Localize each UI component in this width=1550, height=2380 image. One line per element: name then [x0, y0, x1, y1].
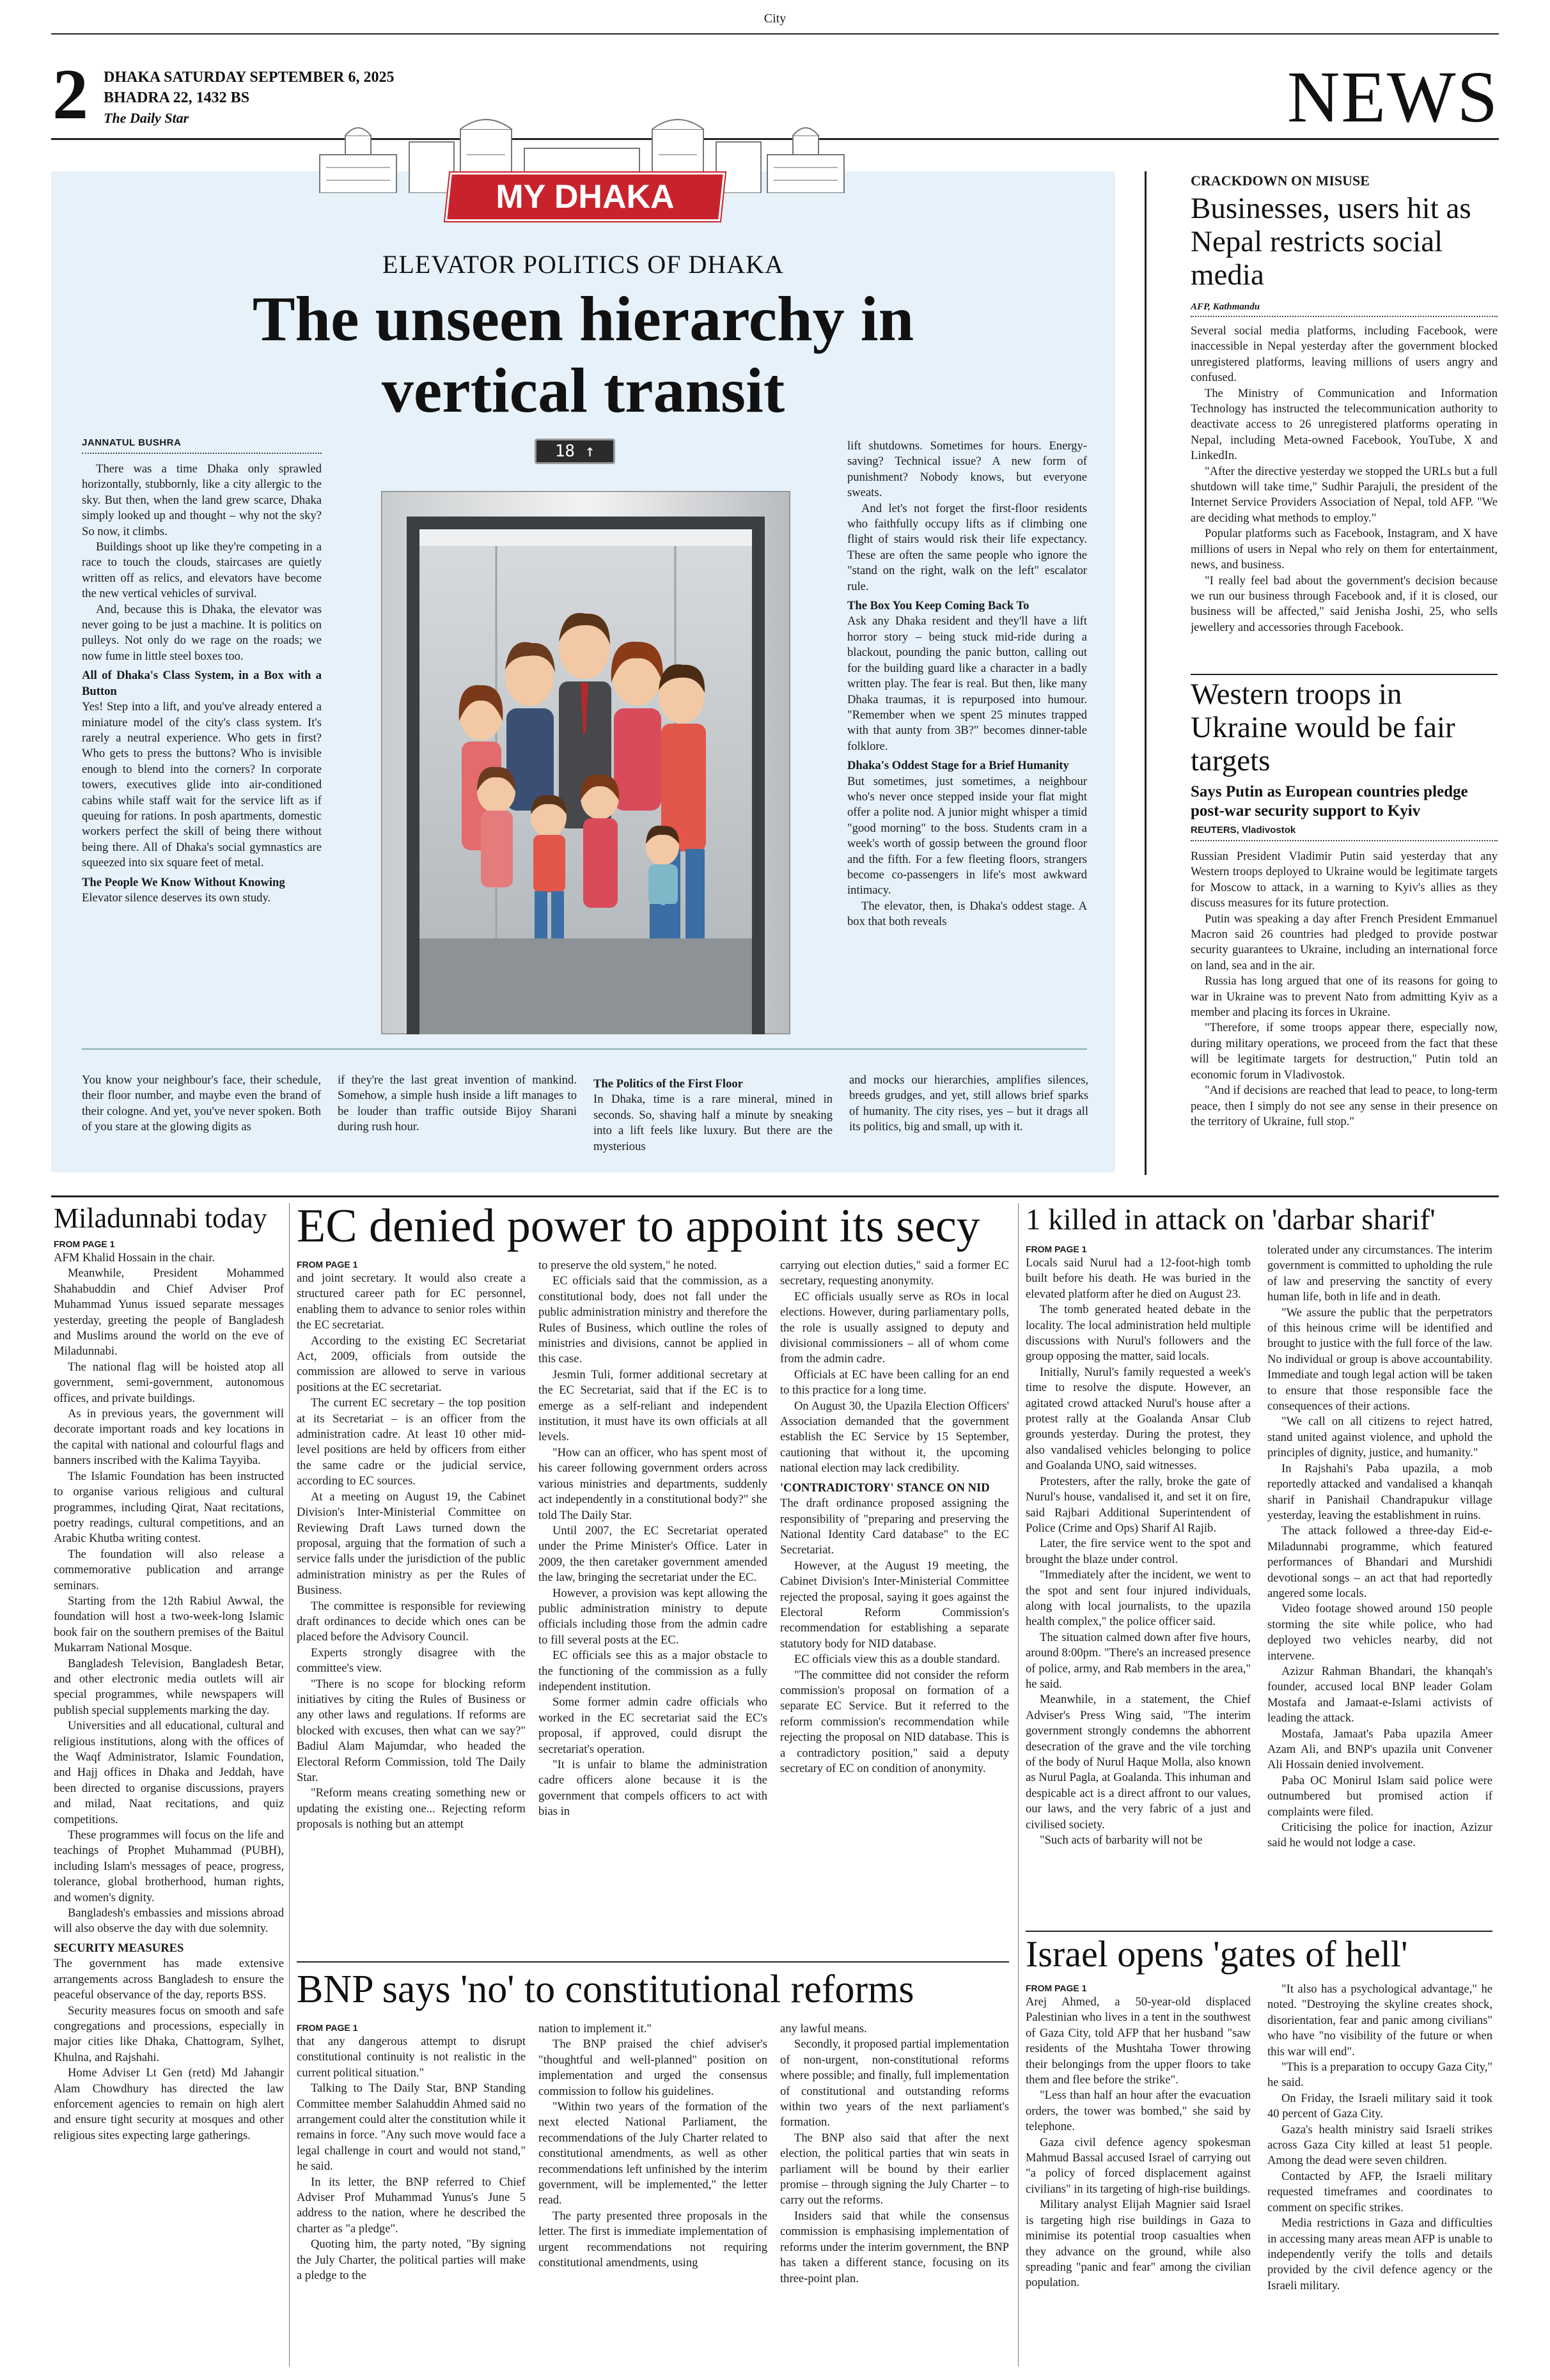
paragraph: The foundation will also release a commemorative publication and arrange seminars.	[54, 1547, 284, 1592]
paragraph: EC officials said that the commission, as a constitutional body, does not fall under the public administration ministry and therefore the Rules of Business, which outline the roles of ministries and divisions, cannot be applied in this case.	[538, 1274, 767, 1366]
paragraph: In its letter, the BNP referred to Chief Adviser Prof Muhammad Yunus's June 5 address to the nation, where he described the charter as "a pledge".	[297, 2175, 526, 2236]
miladunnabi-body	[54, 1238, 284, 2369]
paragraph: Gaza civil defence agency spokesman Mahmud Bassal accused Israel of carrying out "a policy of forced displacement against civilians" in its targeting of high-rise buildings.	[1026, 2135, 1251, 2196]
paragraph: and joint secretary. It would also create a structured career path for EC personnel, enabling them to advance to senior roles within the EC secretariat.	[297, 1272, 526, 1332]
nepal-body	[1191, 323, 1498, 674]
paragraph: The tomb generated heated debate in the locality. The local administration held multiple discussions with Nurul's followers and the group opposing the matter, said locals.	[1026, 1303, 1251, 1364]
ukraine-body	[1191, 849, 1498, 1175]
paragraph: Quoting him, the party noted, "By signing the July Charter, the political parties will make a pledge to the	[297, 2237, 526, 2283]
paragraph: Mostafa, Jamaat's Paba upazila Ameer Azam Ali, and BNP's upazila unit Convener Ali Hossain denied involvement.	[1267, 1727, 1492, 1772]
subheading: 'CONTRADICTORY' STANCE ON NID	[780, 1481, 990, 1495]
paragraph: EC officials view this as a double standard.	[794, 1653, 1000, 1667]
paragraph: "We call on all citizens to reject hatred, stand united against violence, and uphold the principles of dignity, justice, and humanity."	[1267, 1415, 1492, 1460]
paragraph: The national flag will be hoisted atop all government, semi-government, autonomous offices, and private buildings.	[54, 1360, 284, 1405]
paragraph: "This is a preparation to occupy Gaza City," he said.	[1267, 2060, 1492, 2090]
paragraph: Elevator silence deserves its own study.	[82, 891, 271, 905]
paragraph: There was a time Dhaka only sprawled horizontally, stubbornly, like a city allergic to the sky. But then, when the land grew scarce, Dhaka simply looked up and thought – why not the sky? So now, it climbs.	[82, 462, 322, 538]
paragraph: Yes! Step into a lift, and you've already entered a miniature model of the city's class system. It's rarely a neutral experience. Who gets in first? Who gets to press the buttons? Who is invisible enough to blend into the corners? In corporate towers, executives glide into air-conditioned cabins while staff wait for the service lift as if queuing for rations. In posh apartments, domestic workers perfect the skill of being there without being there. All of Dhaka's social gymnastics are squeezed into six square feet of metal.	[82, 700, 322, 870]
paragraph: The Islamic Foundation has been instructed to organise various religious and cultural programmes, including Qirat, Naat recitations, poetry readings, cultural competitions, and an Arabic Khutba writing contest.	[54, 1469, 284, 1546]
israel-col-1	[1026, 1982, 1251, 2370]
bnp-col-3	[780, 2021, 1009, 2370]
paragraph: Locals said Nurul had a 12-foot-high tomb built before his death. He was buried in the elevated platform after he died on August 23.	[1026, 1256, 1251, 1301]
bnp-col-1	[297, 2021, 526, 2370]
paragraph: Popular platforms such as Facebook, Instagram, and X have millions of users in Nepal who rely on them for entertainment, news, and business.	[1191, 527, 1498, 572]
fold-rule	[51, 1195, 1499, 1197]
paragraph: Secondly, it proposed partial implementation of non-urgent, non-constitutional reforms where possible; and finally, full implementation of constitutional and outstanding reforms within two years of the next parliament's formation.	[780, 2037, 1009, 2129]
ec-col-3	[780, 1258, 1009, 1955]
paragraph: Protesters, after the rally, broke the gate of Nurul's house, vandalised it, and set it on fire, said Rajbari Additional Superintendent of Police (Crime and Ops) Sharif Al Rajib.	[1026, 1474, 1251, 1535]
from-page-label: FROM PAGE 1	[54, 1239, 115, 1249]
paragraph: "It is unfair to blame the administration cadre officers alone because it is the government that compels officers to act with bias in	[538, 1758, 767, 1819]
paragraph: Some former admin cadre officials who worked in the EC secretariat said the EC's proposal, if approved, could disrupt the secretariat's operation.	[538, 1695, 767, 1756]
paragraph: On Friday, the Israeli military said it took 40 percent of Gaza City.	[1267, 2091, 1492, 2121]
paragraph: carrying out election duties," said a former EC secretary, requesting anonymity.	[780, 1259, 1009, 1288]
nepal-kicker: CRACKDOWN ON MISUSE	[1191, 173, 1370, 189]
elevator-illustration	[381, 491, 790, 1034]
page-number: 2	[52, 55, 88, 134]
top-rule	[51, 33, 1499, 35]
nepal-dateline: AFP, Kathmandu	[1191, 302, 1260, 312]
paragraph: Meanwhile, in a statement, the Chief Adviser's Press Wing said, "The interim government strongly condemns the abhorrent desecration of the grave and the vile torching of the body of Nurul Haque Molla, also known as Nurul Pagla, at Goalanda. This inhuman and despicable act is a direct affront to our values, our laws, and the very fabric of a just and civilised society.	[1026, 1693, 1251, 1832]
paragraph: Russia has long argued that one of its reasons for going to war in Ukraine was to prevent Nato from admitting Kyiv as a member and placing its forces in Ukraine.	[1191, 974, 1498, 1020]
paragraph: Gaza's health ministry said Israeli strikes across Gaza City killed at least 51 people. Among the dead were seven children.	[1267, 2122, 1492, 2168]
paragraph: However, at the August 19 meeting, the Cabinet Division's Inter-Ministerial Committee rejected the proposal, saying it goes against the Electoral Reform Commission's recommendation for establishing a separate statutory body for NID database.	[780, 1559, 1009, 1651]
israel-col-2	[1267, 1982, 1492, 2370]
paragraph: Home Adviser Lt Gen (retd) Md Jahangir Alam Chowdhury has directed the law enforcement agencies to remain on high alert and ensure tight security at mosques and other religious sites expecting large gatherings.	[54, 2066, 284, 2142]
paragraph: Russian President Vladimir Putin said yesterday that any Western troops deployed to Ukraine would be legitimate targets for Moscow to attack, in a warning to Kyiv's allies as they discuss measures for its future protection.	[1191, 850, 1498, 910]
israel-headline: Israel opens 'gates of hell'	[1026, 1933, 1408, 1975]
paragraph: Putin was speaking a day after French President Emmanuel Macron said 26 countries had pledged to provide postwar security guarantees to Ukraine, including an international force on land, sea and in the air.	[1191, 912, 1498, 972]
feature-bottom-3	[593, 1073, 833, 1169]
paragraph: However, a provision was kept allowing the public administration ministry to depute officials including those from the admin cadre to fill several posts at the EC.	[538, 1586, 767, 1647]
paragraph: "Therefore, if some troops appear there, especially now, during military operations, we proceed from the fact that these will be legitimate targets for destruction," Putin told an economic forum in Vladivostok.	[1191, 1021, 1498, 1082]
sidebar-mid-rule	[1191, 674, 1498, 675]
paragraph: The BNP also said that after the next election, the political parties that win seats in parliament will be bound by their earlier promise – through signing the July Charter – to carry out the reforms.	[780, 2131, 1009, 2207]
paragraph: lift shutdowns. Sometimes for hours. Energy-saving? Technical issue? A new form of punishment? Nobody knows, but everyone sweats.	[847, 439, 1087, 500]
paragraph: Bangladesh Television, Bangladesh Betar, and other electronic media outlets will air special programmes, while newspapers will publish special supplements marking the day.	[54, 1656, 284, 1717]
paragraph: "The committee did not consider the reform commission's proposal on formation of a separate EC Service. But it referred to the reform commission's recommendation while rejecting the proposal on NID database. This is a contradictory position," said a deputy secretary of EC on condition of anonymity.	[780, 1668, 1009, 1775]
paragraph: AFM Khalid Hossain in the chair.	[54, 1251, 215, 1264]
paragraph: The attack followed a three-day Eid-e-Miladunnabi programme, which featured performances of Bhandari and Murshidi devotional songs – an act that had reportedly angered some locals.	[1267, 1524, 1492, 1600]
paragraph: According to the existing EC Secretariat Act, 2009, officials from outside the commission are allowed to serve in various positions at the EC secretariat.	[297, 1334, 526, 1394]
paragraph: And let's not forget the first-floor residents who faithfully occupy lifts as if climbing one flight of stairs would risk their life expectancy. These are often the same people who ignore the "stand on the right, walk on the left" escalator rule.	[847, 501, 1087, 593]
feature-byline: JANNATUL BUSHRA	[82, 437, 182, 448]
ukraine-dateline: REUTERS, Vladivostok	[1191, 825, 1296, 836]
paragraph: Insiders said that while the consensus commission is emphasising implementation of reforms under the interim government, the BNP has taken a different stance, focusing on its three-point plan.	[780, 2209, 1009, 2285]
from-page-label: FROM PAGE 1	[297, 1259, 358, 1270]
paragraph: In Rajshahi's Paba upazila, a mob reportedly attacked and vandalised a khanqah sharif in Panishail Chandrapukur village yesterday, leaving the establishment in ruins.	[1267, 1461, 1492, 1522]
paragraph: Media restrictions in Gaza and difficulties in accessing many areas mean AFP is unable to independently verify the tolls and details provided by the civil defence agency or the Israeli military.	[1267, 2216, 1492, 2292]
bnp-headline: BNP says 'no' to constitutional reforms	[297, 1968, 914, 2011]
paragraph: At a meeting on August 19, the Cabinet Division's Inter-Ministerial Committee on Reviewing Draft Laws turned down the proposal, arguing that the formation of such a service falls under the jurisdiction of the public administration ministry as per the Rules of Business.	[297, 1489, 526, 1598]
paragraph: But sometimes, just sometimes, a neighbour who's never once stepped inside your flat might offer a polite nod. A junior might whisper a timid "good morning" to the boss. Students cram in a week's worth of gossip between the ground floor and the fifth. For a few fleeting floors, strangers become co-passengers in life's most awkward intimacy.	[847, 774, 1087, 898]
feature-bottom-rule	[82, 1048, 1087, 1050]
paragraph: "After the directive yesterday we stopped the URLs but a full shutdown will take time," Sudhir Parajuli, the president of the Internet Service Providers Association of Nepal, told AFP. "We are deciding what methods to employ."	[1191, 464, 1498, 525]
paragraph: tolerated under any circumstances. The interim government is committed to upholding the rule of law and preserving the sanctity of every human life, both in life and in death.	[1267, 1243, 1492, 1304]
paragraph: Ask any Dhaka resident and they'll have a lift horror story – being stuck mid-ride during a blackout, pounding the panic button, calling out for the building guard like a character in a badly written play. The fear is real. But then, like many Dhaka traumas, it is repurposed into humour. "Remember when we spent 25 minutes trapped with that aunty from 3B?" becomes dinner-table folklore.	[847, 614, 1087, 753]
ec-col-1	[297, 1258, 526, 1955]
section-tag: City	[763, 12, 787, 26]
feature-kicker: ELEVATOR POLITICS OF DHAKA	[382, 250, 784, 279]
paragraph: The elevator, then, is Dhaka's oddest stage. A box that both reveals	[847, 899, 1087, 929]
paragraph: Officials at EC have been calling for an end to this practice for a long time.	[780, 1367, 1009, 1397]
paragraph: Bangladesh's embassies and missions abroad will also observe the day with due solemnity.	[54, 1906, 284, 1936]
paragraph: These programmes will focus on the life and teachings of Prophet Muhammad (PUBH), including Islam's messages of peace, progress, tolerance, global brotherhood, human rights, and women's dignity.	[54, 1828, 284, 1904]
paragraph: The current EC secretary – the top position at its Secretariat – is an officer from the administration cadre. At least 10 other mid-level positions are held by officers from either the same cadre or the judicial service, according to EC sources.	[297, 1396, 526, 1488]
subheading: SECURITY MEASURES	[54, 1941, 184, 1955]
feature-bottom-4	[849, 1073, 1088, 1169]
paragraph: "Immediately after the incident, we went to the spot and sent four injured individuals, along with local journalists, to the upazila health complex," the police officer said.	[1026, 1568, 1251, 1629]
paragraph: Paba OC Monirul Islam said police were outnumbered but promised action if complaints were filed.	[1267, 1773, 1492, 1819]
paragraph: Starting from the 12th Rabiul Awwal, the foundation will host a two-week-long Islamic book fair on the southern premises of the Baitul Mukarram National Mosque.	[54, 1594, 284, 1655]
paragraph: Contacted by AFP, the Israeli military requested timeframes and coordinates to comment on specific strikes.	[1267, 2169, 1492, 2214]
paper-logo: The Daily Star	[104, 110, 189, 126]
paragraph: Video footage showed around 150 people storming the site while police, who had deployed two vehicles nearby, did not intervene.	[1267, 1602, 1492, 1663]
paragraph: EC officials usually serve as ROs in local elections. However, during parliamentary polls, the role is usually assigned to deputy and divisional commissioners – all of whom come from the admin cadre.	[780, 1289, 1009, 1366]
paragraph: The party presented three proposals in the letter. The first is immediate implementation of urgent recommendations not requiring constitutional amendments, using	[538, 2209, 767, 2270]
paragraph: Buildings shoot up like they're competing in a race to touch the clouds, staircases are quietly written off as relics, and elevators have become the new vertical vehicles of survival.	[82, 540, 322, 601]
subheading: All of Dhaka's Class System, in a Box with a Button	[82, 669, 322, 698]
paragraph: Azizur Rahman Bhandari, the khanqah's founder, accused local BNP leader Golam Mostafa and Jamaat-e-Islami activists of leading the attack.	[1267, 1664, 1492, 1725]
paragraph: "Within two years of the formation of the next elected National Parliament, the recommendations of the July Charter related to constitutional amendments, as well as other recommendations left unfinished by the interim government, will be implemented," the letter read.	[538, 2100, 767, 2207]
paragraph: Later, the fire service went to the spot and brought the blaze under control.	[1026, 1537, 1251, 1566]
paragraph: if they're the last great invention of mankind. Somehow, a simple hush inside a lift manages to be louder than traffic outside Bijoy Sharani during rush hour.	[338, 1073, 577, 1134]
paragraph: In Dhaka, time is a rare mineral, mined in seconds. So, shaving half a minute by sneaking into a lift feels like luxury. But there are the mysterious	[593, 1093, 833, 1153]
paragraph: EC officials see this as a major obstacle to the functioning of the commission as a fully independent institution.	[538, 1649, 767, 1693]
paragraph: "Reform means creating something new or updating the existing one... Rejecting reform proposals is nothing but an attempt	[297, 1786, 526, 1832]
ec-headline: EC denied power to appoint its secy	[297, 1200, 980, 1252]
paragraph: And, because this is Dhaka, the elevator was never going to be just a machine. It is politics on pulleys. Not only do we rage on the roads; we now fume in little steel boxes too.	[82, 602, 322, 663]
bnp-col-2	[538, 2021, 767, 2370]
paragraph: Military analyst Elijah Magnier said Israel is targeting high rise buildings in Gaza to minimise its potential troop casualties when they advance on the ground, while also spreading "panic and fear" among the civilian population.	[1026, 2198, 1251, 2290]
paragraph: Several social media platforms, including Facebook, were inaccessible in Nepal yesterday after the government blocked unregistered platforms, leaving millions of users angry and confused.	[1191, 324, 1498, 385]
paragraph: Arej Ahmed, a 50-year-old displaced Palestinian who lives in a tent in the southwest of Gaza City, told AFP that her husband "saw residents of the Mushtaha Tower throwing their belongings from the upper floors to take them and flee before the strike".	[1026, 1995, 1251, 2087]
darbar-headline: 1 killed in attack on 'darbar sharif'	[1026, 1203, 1436, 1236]
ukraine-headline: Western troops in Ukraine would be fair targets	[1191, 678, 1455, 777]
paragraph: "It also has a psychological advantage," he noted. "Destroying the skyline creates shock, disorientation, fear and panic among civilians" who have "no visibility of the future or when this war will end".	[1267, 1982, 1492, 2058]
date-line: DHAKA SATURDAY SEPTEMBER 6, 2025	[104, 69, 395, 86]
miladunnabi-headline: Miladunnabi today	[54, 1202, 267, 1234]
paragraph: The BNP praised the chief adviser's "thoughtful and well-planned" position on implementation and urged the consensus commission to follow his guidelines.	[538, 2037, 767, 2098]
paragraph: nation to implement it."	[538, 2022, 652, 2035]
paragraph: As in previous years, the government will decorate important roads and key locations in the capital with national and colourful flags and banners inscribed with the Kalima Tayyiba.	[54, 1407, 284, 1468]
feature-bottom-1	[82, 1073, 321, 1169]
paragraph: The government has made extensive arrangements across Bangladesh to ensure the peaceful observance of the day, reports BSS.	[54, 1957, 284, 2002]
paragraph: that any dangerous attempt to disrupt constitutional continuity is not realistic in the current political situation."	[297, 2035, 526, 2080]
paragraph: "I really feel bad about the government's decision because we run our business through Facebook and, if it is closed, our business will be affected," said Jenisha Joshi, 25, who sells jewellery and accessories through Facebook.	[1191, 573, 1498, 634]
my-dhaka-label: MY DHAKA	[496, 178, 675, 215]
from-page-label: FROM PAGE 1	[1026, 1244, 1087, 1254]
paragraph: Initially, Nurul's family requested a week's time to resolve the dispute. However, an agitated crowd attacked Nurul's house after a protest rally at the Goalanda Ansar Club grounds yesterday. During the protest, they also vandalised vehicles belonging to police and Goalanda UNO, said witnesses.	[1026, 1365, 1251, 1473]
subheading: Dhaka's Oddest Stage for a Brief Humanity	[847, 759, 1069, 773]
darbar-col-2	[1267, 1243, 1492, 1927]
feature-col-1	[82, 462, 322, 1011]
paragraph: The situation calmed down after five hours, around 8:00pm. "There's an increased presence of police, army, and Rab members in the area," he said.	[1026, 1630, 1251, 1691]
ukraine-subhead: Says Putin as European countries pledge post-war security support to Kyiv	[1191, 783, 1468, 820]
floor-number: 18	[554, 442, 575, 461]
paragraph: "We assure the public that the perpetrators of this heinous crime will be identified and brought to justice with the full force of the law. No individual or group is above accountability. Immediate and tough legal action will be taken to ensure that those responsible face the consequences of their actions.	[1267, 1305, 1492, 1413]
paragraph: On August 30, the Upazila Election Officers' Association demanded that the government establish the EC Service by 15 September, cautioning that without it, the upcoming national election may lack credibility.	[780, 1399, 1009, 1475]
paragraph: Experts strongly disagree with the committee's view.	[297, 1645, 526, 1676]
feature-col-3	[847, 439, 1087, 1020]
paragraph: The committee is responsible for reviewing draft ordinances to decide which ones can be placed before the Advisory Council.	[297, 1599, 526, 1644]
paragraph: The Ministry of Communication and Information Technology has instructed the telecommunication authority to deactivate access to 26 unregistered platforms operating in Nepal, including Meta-owned Facebook, YouTube, X and LinkedIn.	[1191, 386, 1498, 463]
paragraph: Criticising the police for inaction, Azizur said he would not lodge a case.	[1267, 1821, 1492, 1850]
darbar-col-1	[1026, 1243, 1251, 1927]
paragraph: Talking to The Daily Star, BNP Standing Committee member Salahuddin Ahmed said no arrangement could alter the constitution while it remains in force. "Any such move would face a legal challenge in court and would not stand," he said.	[297, 2081, 526, 2174]
paragraph: You know your neighbour's face, their schedule, their floor number, and maybe even the brand of their cologne. And yet, you've never spoken. Both of you stare at the glowing digits as	[82, 1073, 321, 1134]
subheading: The Box You Keep Coming Back To	[847, 599, 1029, 613]
from-page-label: FROM PAGE 1	[1026, 1983, 1087, 1993]
floor-display	[535, 439, 615, 464]
paragraph: to preserve the old system," he noted.	[538, 1259, 717, 1272]
from-page-label: FROM PAGE 1	[297, 2023, 358, 2033]
paragraph: Security measures focus on smooth and safe congregations and processions, especially in major cities like Dhaka, Chattogram, Sylhet, Khulna, and Rajshahi.	[54, 2003, 284, 2064]
paragraph: Universities and all educational, cultural and religious institutions, along with the offices of the Waqf Administrator, Islamic Foundation, and Hajj offices in Dhaka and Jeddah, have been directed to organise discussions, prayers and milad, Naat recitations, and quiz competitions.	[54, 1719, 284, 1826]
subheading: The Politics of the First Floor	[593, 1077, 743, 1091]
subheading: The People We Know Without Knowing	[82, 875, 285, 889]
paragraph: The draft ordinance proposed assigning the responsibility of "preparing and preserving the National Identity Card database" to the EC Secretariat.	[780, 1497, 1009, 1557]
ec-col-2	[538, 1258, 767, 1955]
up-arrow-icon: ↑	[575, 442, 595, 461]
paragraph: "And if decisions are reached that lead to peace, to long-term peace, then I simply do not see any sense in their presence on the territory of Ukraine, full stop."	[1191, 1084, 1498, 1128]
feature-headline-2: vertical transit	[381, 355, 785, 426]
nepal-headline: Businesses, users hit as Nepal restricts social media	[1191, 192, 1471, 292]
paragraph: Until 2007, the EC Secretariat operated under the Prime Minister's Office. Later in 2009, the then caretaker government amended the law, bringing the secretariat under the EC.	[538, 1523, 767, 1585]
feature-headline-1: The unseen hierarchy in	[252, 283, 914, 354]
paragraph: any lawful means.	[780, 2022, 867, 2035]
byline-dots	[82, 453, 322, 454]
sidebar-divider	[1145, 171, 1147, 1175]
paragraph: Jesmin Tuli, former additional secretary at the EC Secretariat, said that if the EC is to emerge as a self-reliant and independent institution, it must have its own officials at all levels.	[538, 1367, 767, 1444]
paragraph: Meanwhile, President Mohammed Shahabuddin and Chief Adviser Prof Muhammad Yunus issued separate messages yesterday, greeting the people of Bangladesh and Muslims around the world on the eve of Miladunnabi.	[54, 1266, 284, 1358]
paragraph: "How can an officer, who has spent most of his career following government orders across various ministries and departments, suddenly act independently in a constitutional body?" she told The Daily Star.	[538, 1445, 767, 1522]
bangla-date: BHADRA 22, 1432 BS	[104, 89, 250, 106]
paragraph: "Less than half an hour after the evacuation orders, the tower was bombed," she said by telephone.	[1026, 2088, 1251, 2134]
feature-bottom-2	[338, 1073, 577, 1169]
section-title: NEWS	[1287, 56, 1499, 137]
paragraph: "Such acts of barbarity will not be	[1040, 1833, 1203, 1847]
paragraph: and mocks our hierarchies, amplifies silences, breeds grudges, and yet, still allows brief sparks of humanity. The city rises, yes – but it drags all its politics, big and small, up with it.	[849, 1073, 1088, 1134]
paragraph: "There is no scope for blocking reform initiatives by citing the Rules of Business or any other laws and regulations. If reforms are blocked with excuses, then what can we say?" Badiul Alam Majumdar, who headed the Electoral Reform Commission, told The Daily Star.	[297, 1677, 526, 1784]
